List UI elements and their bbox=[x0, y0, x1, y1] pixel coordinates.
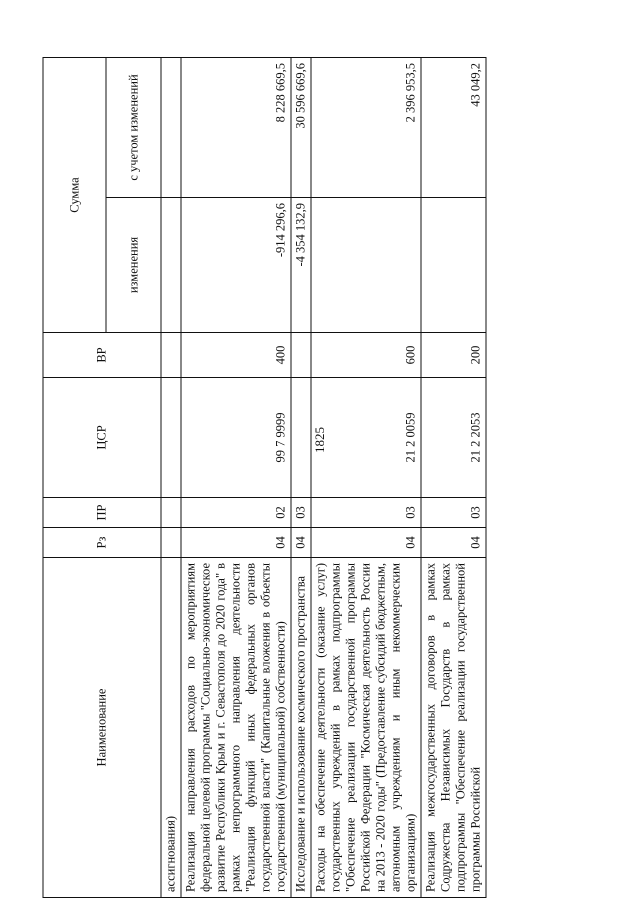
row-rz: 04 bbox=[421, 528, 486, 558]
row-pr: 02 bbox=[181, 498, 291, 528]
header-pr: ПР bbox=[43, 498, 161, 528]
row-pr: 03 bbox=[291, 498, 311, 528]
row-total: 43 049,2 bbox=[421, 58, 486, 198]
row-csr bbox=[291, 378, 311, 498]
row-total: 8 228 669,5 bbox=[181, 58, 291, 198]
row-total: 2 396 953,5 bbox=[311, 58, 421, 198]
header-name: Наименование bbox=[43, 558, 161, 898]
row-rz bbox=[161, 528, 181, 558]
table-row bbox=[291, 58, 311, 898]
row-name: Исследование и использование космического пространства bbox=[291, 558, 311, 898]
table-row bbox=[161, 58, 181, 898]
budget-table-sheet bbox=[43, 58, 598, 898]
row-vr: 200 bbox=[421, 333, 486, 378]
header-with-changes: с учетом изменений bbox=[106, 58, 161, 198]
row-pr: 03 bbox=[421, 498, 486, 528]
row-vr bbox=[291, 333, 311, 378]
row-csr bbox=[161, 378, 181, 498]
header-csr: ЦСР bbox=[43, 378, 161, 498]
row-changes: -4 354 132,9 bbox=[291, 198, 311, 333]
row-rz: 04 bbox=[181, 528, 291, 558]
budget-table bbox=[43, 57, 487, 898]
table-header-row bbox=[43, 58, 106, 898]
header-sum: Сумма bbox=[43, 58, 106, 333]
table-row bbox=[311, 58, 421, 898]
row-vr: 400 bbox=[181, 333, 291, 378]
row-changes bbox=[311, 198, 421, 333]
row-rz: 04 bbox=[291, 528, 311, 558]
header-changes: изменения bbox=[106, 198, 161, 333]
row-name: ассигнования) bbox=[161, 558, 181, 898]
row-csr: 99 7 9999 bbox=[181, 378, 291, 498]
page-number: 1825 bbox=[312, 427, 327, 453]
row-changes bbox=[161, 198, 181, 333]
table-row bbox=[421, 58, 486, 898]
row-name: Реализация направления расходов по мероприятиям федеральной целевой программы "Социально-экономическое развитие Республики Крым и г. Севастополя до 2020 года" в рамках непрограммного направления деятельности "Реализация функций иных федеральных органов государственной власти" (Капитальные вложения в объекты государственной (муниципальной) собственности) bbox=[181, 558, 291, 898]
header-vr: ВР bbox=[43, 333, 161, 378]
row-total: 30 596 669,6 bbox=[291, 58, 311, 198]
row-csr: 21 2 0059 bbox=[311, 378, 421, 498]
row-csr: 21 2 2053 bbox=[421, 378, 486, 498]
row-vr: 600 bbox=[311, 333, 421, 378]
row-name: Реализация межгосударственных договоров в рамках Содружества Независимых Государств в рамках подпрограммы "Обеспечение реализации государственной программы Российской bbox=[421, 558, 486, 898]
row-rz: 04 bbox=[311, 528, 421, 558]
table-row bbox=[181, 58, 291, 898]
row-pr: 03 bbox=[311, 498, 421, 528]
row-changes bbox=[421, 198, 486, 333]
row-total bbox=[161, 58, 181, 198]
row-vr bbox=[161, 333, 181, 378]
header-rz: Рз bbox=[43, 528, 161, 558]
row-pr bbox=[161, 498, 181, 528]
row-changes: -914 296,6 bbox=[181, 198, 291, 333]
row-name: Расходы на обеспечение деятельности (оказание услуг) государственных учреждений в рамках подпрограммы "Обеспечение реализации государственной программы Российской Федерации "Космическая деятельность России на 2013 - 2020 годы" (Предоставление субсидий бюджетным, автономным учреждениям и иным некоммерческим организациям) bbox=[311, 558, 421, 898]
